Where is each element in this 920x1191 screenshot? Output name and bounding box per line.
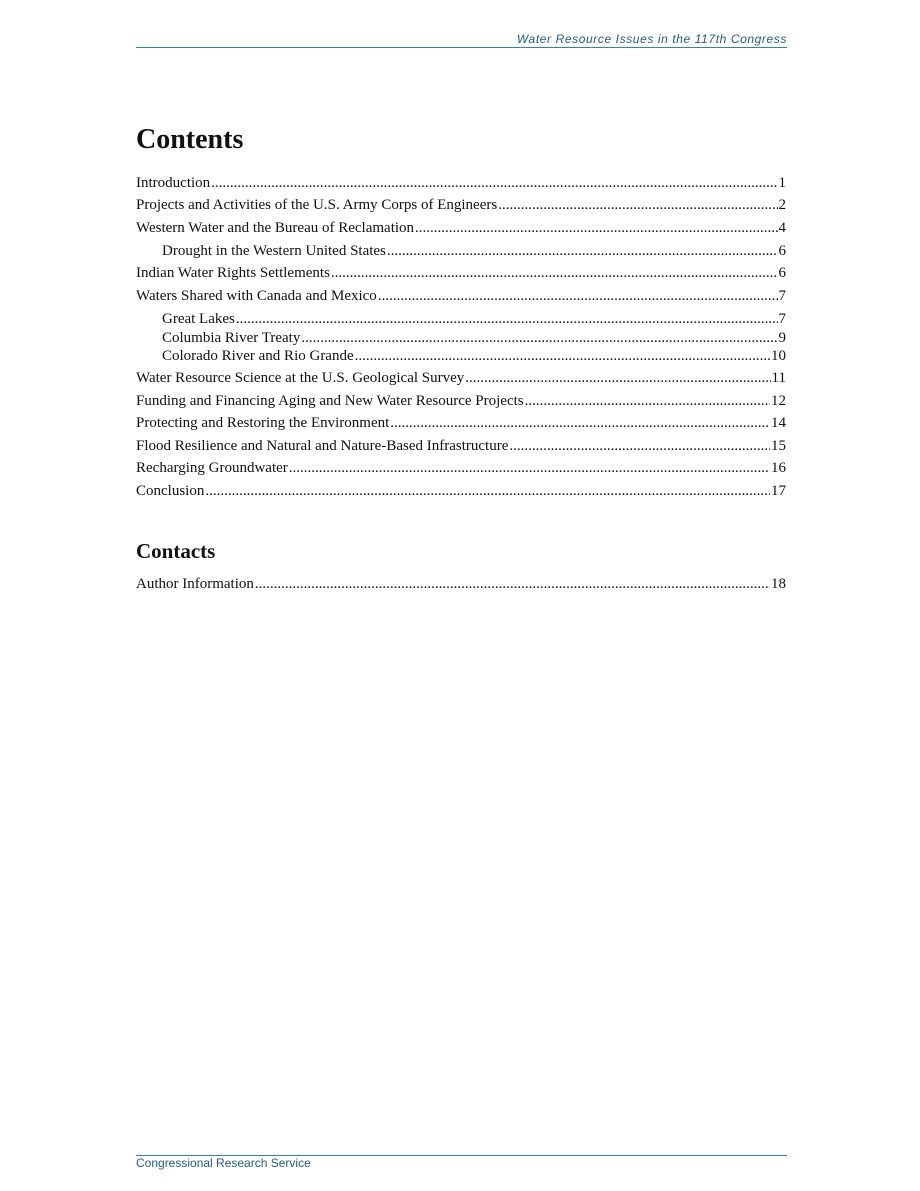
- toc-entry-page: 4: [778, 220, 786, 236]
- toc-leader-dots: [331, 264, 778, 282]
- toc-entry-title: Drought in the Western United States: [162, 243, 386, 259]
- toc-entry-title: Western Water and the Bureau of Reclamation: [136, 220, 415, 236]
- toc-entry-great-lakes[interactable]: [162, 310, 786, 328]
- toc-entry-title: Columbia River Treaty: [162, 330, 301, 346]
- toc-entry-title: Author Information: [136, 576, 254, 592]
- toc-entry-introduction[interactable]: [136, 174, 786, 192]
- toc-entry-usgs-science[interactable]: [136, 369, 786, 387]
- toc-entry-army-corps[interactable]: [136, 196, 786, 214]
- toc-entry-page: 17: [771, 483, 786, 499]
- toc-leader-dots: [236, 310, 778, 328]
- toc-entry-title: Colorado River and Rio Grande: [162, 348, 354, 364]
- toc-entry-title: Flood Resilience and Natural and Nature-Based Infrastructure: [136, 438, 509, 454]
- toc-leader-dots: [289, 459, 770, 477]
- toc-leader-dots: [378, 287, 778, 305]
- toc-entry-western-water[interactable]: [136, 219, 786, 237]
- toc-entry-page: 2: [778, 197, 786, 213]
- toc-entry-title: Introduction: [136, 175, 211, 191]
- toc-leader-dots: [355, 347, 770, 365]
- toc-entry-page: 1: [778, 175, 786, 191]
- toc-entry-page: 12: [771, 393, 786, 409]
- toc-entry-page: 15: [771, 438, 786, 454]
- toc-entry-title: Projects and Activities of the U.S. Army Corps of Engineers: [136, 197, 498, 213]
- toc-entry-groundwater[interactable]: [136, 459, 786, 477]
- toc-entry-funding-financing[interactable]: [136, 392, 786, 410]
- toc-leader-dots: [498, 196, 777, 214]
- toc-leader-dots: [390, 414, 770, 432]
- toc-entry-page: 6: [778, 265, 786, 281]
- toc-entry-page: 9: [778, 330, 786, 346]
- contacts-heading: Contacts: [136, 539, 216, 563]
- toc-entry-author-information[interactable]: [136, 575, 786, 593]
- toc-entry-title: Great Lakes: [162, 311, 235, 327]
- toc-entry-shared-waters[interactable]: [136, 287, 786, 305]
- toc-leader-dots: [415, 219, 777, 237]
- toc-entry-title: Funding and Financing Aging and New Water Resource Projects: [136, 393, 524, 409]
- toc-entry-title: Protecting and Restoring the Environment: [136, 415, 390, 431]
- toc-entry-page: 7: [778, 288, 786, 304]
- toc-entry-title: Indian Water Rights Settlements: [136, 265, 330, 281]
- toc-leader-dots: [387, 242, 778, 260]
- toc-leader-dots: [255, 575, 770, 593]
- toc-entry-columbia-river[interactable]: [162, 329, 786, 347]
- toc-leader-dots: [211, 174, 777, 192]
- toc-entry-title: Water Resource Science at the U.S. Geological Survey: [136, 370, 465, 386]
- toc-entry-title: Waters Shared with Canada and Mexico: [136, 288, 377, 304]
- toc-entry-page: 11: [771, 370, 786, 386]
- toc-entry-colorado-river[interactable]: [162, 347, 786, 365]
- toc-entry-environment[interactable]: [136, 414, 786, 432]
- toc-leader-dots: [301, 329, 777, 347]
- toc-entry-indian-water-rights[interactable]: [136, 264, 786, 282]
- toc-entry-title: Recharging Groundwater: [136, 460, 288, 476]
- toc-entry-title: Conclusion: [136, 483, 205, 499]
- contents-heading: Contents: [136, 124, 244, 155]
- toc-entry-drought[interactable]: [162, 242, 786, 260]
- toc-leader-dots: [205, 482, 770, 500]
- toc-leader-dots: [509, 437, 770, 455]
- toc-entry-page: 6: [778, 243, 786, 259]
- toc-entry-conclusion[interactable]: [136, 482, 786, 500]
- toc-entry-page: 18: [771, 576, 786, 592]
- toc-leader-dots: [465, 369, 770, 387]
- toc-entry-flood-resilience[interactable]: [136, 437, 786, 455]
- toc-entry-page: 14: [771, 415, 786, 431]
- toc-entry-page: 10: [771, 348, 786, 364]
- header-rule: [136, 47, 787, 48]
- running-header: Water Resource Issues in the 117th Congress: [516, 32, 787, 46]
- footer-organization: Congressional Research Service: [136, 1156, 311, 1170]
- toc-entry-page: 16: [771, 460, 786, 476]
- toc-leader-dots: [525, 392, 770, 410]
- toc-entry-page: 7: [778, 311, 786, 327]
